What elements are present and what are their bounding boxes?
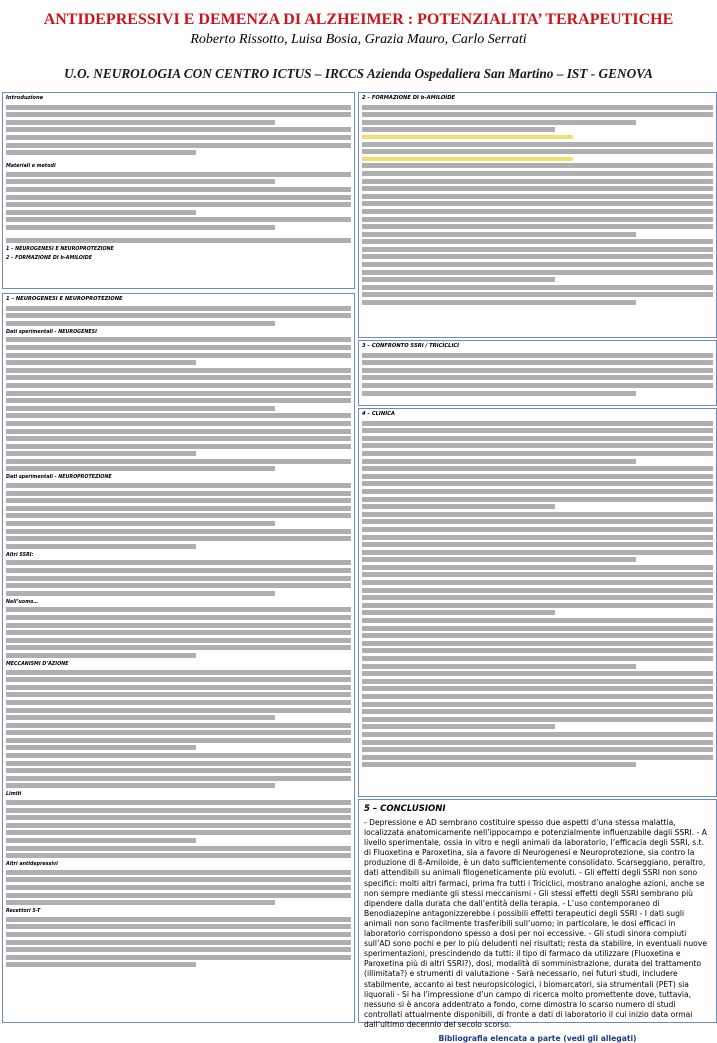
text-line (6, 808, 351, 813)
panel-confronto (358, 340, 717, 406)
text-line (362, 466, 713, 471)
text-line (362, 142, 713, 147)
text-line (362, 224, 713, 229)
section-subtitle: Limiti (6, 792, 22, 798)
text-line (6, 830, 351, 835)
text-line (362, 459, 636, 464)
text-line (362, 656, 713, 661)
highlighted-text-line (362, 157, 573, 161)
text-line (362, 572, 713, 577)
text-line (6, 217, 351, 222)
text-line (6, 576, 351, 581)
text-line (6, 451, 196, 456)
text-line (362, 694, 713, 699)
text-line (6, 685, 351, 690)
list-item: 1 – NEUROGENESI E NEUROPROTEZIONE (6, 246, 114, 252)
panel-body (359, 353, 716, 396)
text-line (362, 550, 713, 555)
text-line (6, 143, 351, 148)
text-line (362, 618, 713, 623)
text-line (6, 230, 351, 235)
text-line (6, 368, 351, 373)
text-line (362, 239, 713, 244)
text-line (362, 762, 636, 767)
text-line (362, 489, 713, 494)
text-line (6, 521, 275, 526)
text-line (6, 391, 351, 396)
text-line (362, 732, 713, 737)
text-line (6, 800, 351, 805)
text-line (362, 368, 713, 373)
text-line (362, 217, 713, 222)
text-line (362, 300, 636, 305)
text-line (362, 163, 713, 168)
text-line (362, 428, 713, 433)
text-line (362, 512, 713, 517)
text-line (362, 254, 713, 259)
text-line (6, 653, 196, 658)
text-line (6, 677, 351, 682)
text-line (6, 955, 351, 960)
text-line (362, 724, 555, 729)
panel-body (3, 306, 354, 968)
text-line (362, 717, 713, 722)
text-line (6, 870, 351, 875)
text-line (362, 565, 713, 570)
text-line (6, 506, 351, 511)
text-line (6, 466, 275, 471)
text-line (6, 730, 351, 735)
text-line (362, 588, 713, 593)
text-line (6, 838, 196, 843)
text-line (362, 626, 713, 631)
text-line (6, 353, 351, 358)
text-line (6, 823, 351, 828)
panel-clinica (358, 408, 717, 797)
text-line (362, 443, 713, 448)
text-line (6, 900, 275, 905)
text-line (362, 527, 713, 532)
section-subtitle: Materiali e metodi (6, 164, 56, 170)
text-line (362, 105, 713, 110)
text-line (6, 187, 351, 192)
text-line (6, 112, 351, 117)
highlighted-text-line (362, 135, 573, 139)
text-line (362, 232, 636, 237)
text-line (362, 686, 713, 691)
text-line (6, 313, 351, 318)
section-subtitle: Dati sperimentali - NEUROPROTEZIONE (6, 475, 112, 481)
text-line (6, 483, 351, 488)
text-line (6, 544, 196, 549)
text-line (6, 753, 351, 758)
text-line (6, 179, 275, 184)
text-line (362, 262, 713, 267)
text-line (6, 529, 351, 534)
text-line (362, 149, 713, 154)
panel-title: 4 – CLINICA (359, 409, 716, 418)
text-line (6, 155, 351, 160)
text-line (6, 715, 275, 720)
text-line (362, 679, 713, 684)
text-line (6, 172, 351, 177)
text-line (6, 105, 351, 110)
text-line (6, 853, 351, 858)
text-line (6, 383, 351, 388)
text-line (362, 277, 555, 282)
text-line (362, 519, 713, 524)
text-line (6, 947, 351, 952)
text-line (362, 542, 713, 547)
text-line (362, 127, 555, 132)
text-line (6, 406, 275, 411)
bibliography-note: Bibliografia elencata a parte (vedi gli allegati) (438, 1033, 637, 1043)
panel-title: 2 – FORMAZIONE DI b-AMILOIDE (359, 93, 716, 102)
text-line (6, 700, 351, 705)
text-line (362, 648, 713, 653)
text-line (362, 557, 636, 562)
text-line (6, 560, 351, 565)
text-line (6, 893, 351, 898)
text-line (362, 194, 713, 199)
text-line (6, 638, 351, 643)
text-line (6, 498, 351, 503)
text-line (6, 768, 351, 773)
text-line (362, 201, 713, 206)
text-line (6, 630, 351, 635)
text-line (6, 360, 196, 365)
text-line (6, 120, 275, 125)
text-line (362, 474, 713, 479)
text-line (362, 595, 713, 600)
section-subtitle: Dati sperimentali - NEUROGENESI (6, 329, 97, 335)
text-line (6, 536, 351, 541)
panel-neurogenesi (2, 293, 355, 1023)
text-line (6, 761, 351, 766)
text-line (6, 491, 351, 496)
text-line (6, 623, 351, 628)
text-line (6, 723, 351, 728)
section-subtitle: Altri SSRI: (6, 552, 34, 558)
text-line (6, 708, 351, 713)
text-line (362, 535, 713, 540)
text-line (362, 247, 713, 252)
text-line (362, 481, 713, 486)
text-line (362, 120, 636, 125)
text-line (362, 702, 713, 707)
text-line (362, 391, 636, 396)
text-line (6, 615, 351, 620)
text-line (6, 375, 351, 380)
text-line (6, 940, 351, 945)
list-item: 2 – FORMAZIONE DI b-AMILOIDE (6, 255, 93, 261)
panel-title: 5 – CONCLUSIONI (359, 800, 716, 816)
text-line (362, 610, 555, 615)
text-line (6, 815, 351, 820)
section-subtitle: Recettori 5-T (6, 909, 41, 915)
panel-introduzione (2, 92, 355, 289)
text-line (362, 671, 713, 676)
text-line (6, 670, 351, 675)
text-line (6, 583, 351, 588)
text-line (362, 740, 713, 745)
text-line (6, 591, 275, 596)
text-line (6, 846, 351, 851)
conclusions-text: - Depressione e AD sembrano costituire spesso due aspetti d’una stessa malattia, localizzata anatomicamente nell’ippocampo e potenzialmente influenzabile dagli SSRI. - A livello sperimentale, ossia in vitro e negli animali da laboratorio, l’efficacia degli SSRI, s.t. di Fluoxetina e Paroxetina, sia a favore di Neurogenesi e Neuroprotezione, sia contro la produzione di ß-Amiloide, è un dato sufficientemente consolidato. Scarseggiano, peraltro, dati attendibili su animali filogeneticamente più evoluti. - Gli effetti degli SSRI non sono specifici: molti altri farmaci, prima fra tutti i Triciclici, mostrano analoghe azioni, anche se non sempre mediante gli stessi meccanismi - Gli stessi effetti degli SSRI sembrano più dipendere dalla durata che dall’entità della terapia. - L’uso contemporaneo di Benodiazepine antagonizzerebbe i possibili effetti terapeutici degli SSRI - I dati sugli animali non sono facilmente trasferibili sull’uomo; in particolare, le dosi efficaci in laboratorio corrispondono spesso a dosi per noi eccessive. - Gli studi sinora compiuti sull’AD sono pochi e per lo più deludenti nei risultati; resta da stabilire, in eventuali nuove sperimentazioni, prescindendo da tutti: il tipo di farmaco da utilizzare (Fluoxetina e Paroxetina più di altri SSRI?), dosi, modalità di somministrazione, durata del trattamento (illimitata?) e strumenti di valutazione - Sarà necessario, nei futuri studi, includere stabilmente, accanto ai test neuropsicologici, i biomarcatori, sia strumentali (PET) sia liquorali - Si ha l’impressione d’un campo di ricerca molto promettente dove, tuttavia, nessuno si è ancora addentrato a fondo, come dimostra lo scarso numero di studi controllati attualmente disponibili, di fronte a dati di laboratorio il cui inizio data ormai dall’ultimo decennio del secolo scorso. (364, 818, 707, 1029)
text-line (362, 375, 713, 380)
text-line (362, 421, 713, 426)
text-line (6, 877, 351, 882)
panel-body (3, 105, 354, 261)
text-line (362, 633, 713, 638)
text-line (6, 924, 351, 929)
panel-title: 3 – CONFRONTO SSRI / TRICICLICI (359, 341, 716, 350)
text-line (6, 885, 351, 890)
text-line (6, 607, 351, 612)
text-line (362, 179, 713, 184)
text-line (6, 429, 351, 434)
text-line (6, 306, 351, 311)
text-line (362, 709, 713, 714)
text-line (362, 270, 713, 275)
text-line (362, 209, 713, 214)
text-line (6, 738, 351, 743)
text-line (6, 202, 351, 207)
text-line (362, 580, 713, 585)
text-line (6, 645, 351, 650)
text-line (362, 603, 713, 608)
text-line (6, 692, 351, 697)
poster-authors: Roberto Rissotto, Luisa Bosia, Grazia Mauro, Carlo Serrati (190, 32, 527, 47)
text-line (6, 398, 351, 403)
text-line (362, 664, 636, 669)
panel-title: 1 – NEUROGENESI E NEUROPROTEZIONE (3, 294, 354, 303)
text-line (362, 360, 713, 365)
text-line (362, 497, 713, 502)
text-line (6, 421, 351, 426)
text-line (6, 776, 351, 781)
text-line (362, 285, 713, 290)
text-line (362, 755, 713, 760)
text-line (6, 127, 351, 132)
text-line (6, 210, 196, 215)
text-line (362, 383, 713, 388)
text-line (362, 451, 713, 456)
text-line (6, 917, 351, 922)
text-line (362, 641, 713, 646)
text-line (6, 413, 351, 418)
text-line (6, 337, 351, 342)
text-line (362, 353, 713, 358)
panel-title: Introduzione (3, 93, 354, 102)
text-line (6, 783, 275, 788)
text-line (6, 745, 196, 750)
text-line (6, 321, 275, 326)
panel-conclusioni (358, 799, 717, 1043)
text-line (6, 225, 275, 230)
section-subtitle: Nell’uomo… (6, 599, 39, 605)
text-line (362, 112, 713, 117)
text-line (6, 459, 351, 464)
text-line (6, 962, 196, 967)
panel-body (359, 105, 716, 305)
text-line (6, 444, 351, 449)
text-line (362, 747, 713, 752)
poster-title: ANTIDEPRESSIVI E DEMENZA DI ALZHEIMER : POTENZIALITA’ TERAPEUTICHE (43, 11, 674, 28)
text-line (6, 932, 351, 937)
panel-amiloide (358, 92, 717, 338)
text-line (362, 171, 713, 176)
text-line (6, 513, 351, 518)
text-line (6, 436, 351, 441)
section-subtitle: MECCANISMI D’AZIONE (6, 661, 69, 667)
text-line (6, 135, 351, 140)
poster-affiliation: U.O. NEUROLOGIA CON CENTRO ICTUS – IRCCS Azienda Ospedaliera San Martino – IST - GENOVA (64, 66, 653, 81)
text-line (6, 150, 196, 155)
text-line (362, 504, 555, 509)
section-subtitle: Altri antidepressivi (6, 862, 58, 868)
text-line (6, 195, 351, 200)
text-line (6, 345, 351, 350)
text-line (362, 186, 713, 191)
text-line (6, 238, 351, 243)
panel-body (359, 421, 716, 768)
text-line (6, 568, 351, 573)
text-line (362, 292, 713, 297)
text-line (362, 436, 713, 441)
